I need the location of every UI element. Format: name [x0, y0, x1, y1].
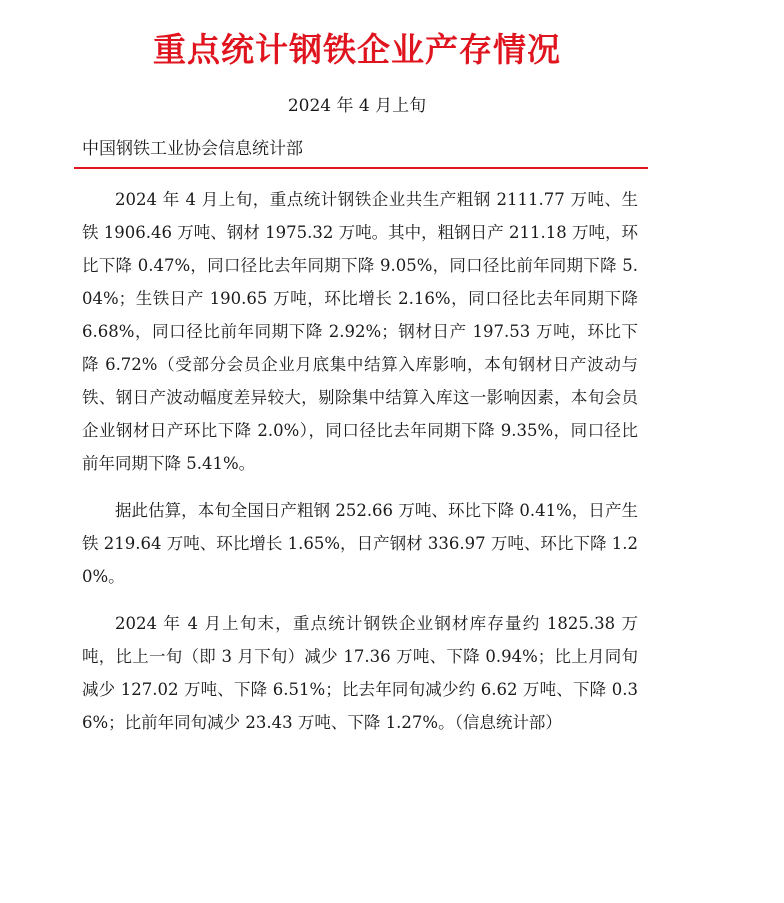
document-date: 2024 年 4 月上旬	[287, 96, 427, 116]
header-divider	[74, 167, 648, 169]
paragraph-production: 2024 年 4 月上旬，重点统计钢铁企业共生产粗钢 2111.77 万吨、生铁 1906.46 万吨、钢材 1975.32 万吨。其中，粗钢日产 211.18 万吨，环比下降 0.47%，同口径比去年同期下降 9.05%，同口径比前年同期下降 5.04%；生铁日产 190.65 万吨，环比增长 2.16%，同口径比去年同期下降 6.68%，同口径比前年同期下降 2.92%；钢材日产 197.53 万吨，环比下降 6.72%（受部分会员企业月底集中结算入库影响，本旬钢材日产波动与铁、钢日产波动幅度差异较大，剔除集中结算入库这一影响因素，本旬会员企业钢材日产环比下降 2.0%），同口径比去年同期下降 9.35%，同口径比前年同期下降 5.41%。	[82, 190, 638, 473]
paragraph-national-estimate: 据此估算，本旬全国日产粗钢 252.66 万吨、环比下降 0.41%，日产生铁 219.64 万吨、环比增长 1.65%，日产钢材 336.97 万吨、环比下降 1.20%。	[82, 501, 638, 586]
document-title: 重点统计钢铁企业产存情况	[153, 30, 561, 69]
document-body	[82, 183, 638, 753]
paragraph-inventory: 2024 年 4 月上旬末，重点统计钢铁企业钢材库存量约 1825.38 万吨，比上一旬（即 3 月下旬）减少 17.36 万吨、下降 0.94%；比上月同旬减少 127.02 万吨、下降 6.51%；比去年同旬减少约 6.62 万吨、下降 0.36%；比前年同旬减少 23.43 万吨、下降 1.27%。（信息统计部）	[82, 614, 638, 732]
issuing-organization: 中国钢铁工业协会信息统计部	[82, 139, 303, 159]
